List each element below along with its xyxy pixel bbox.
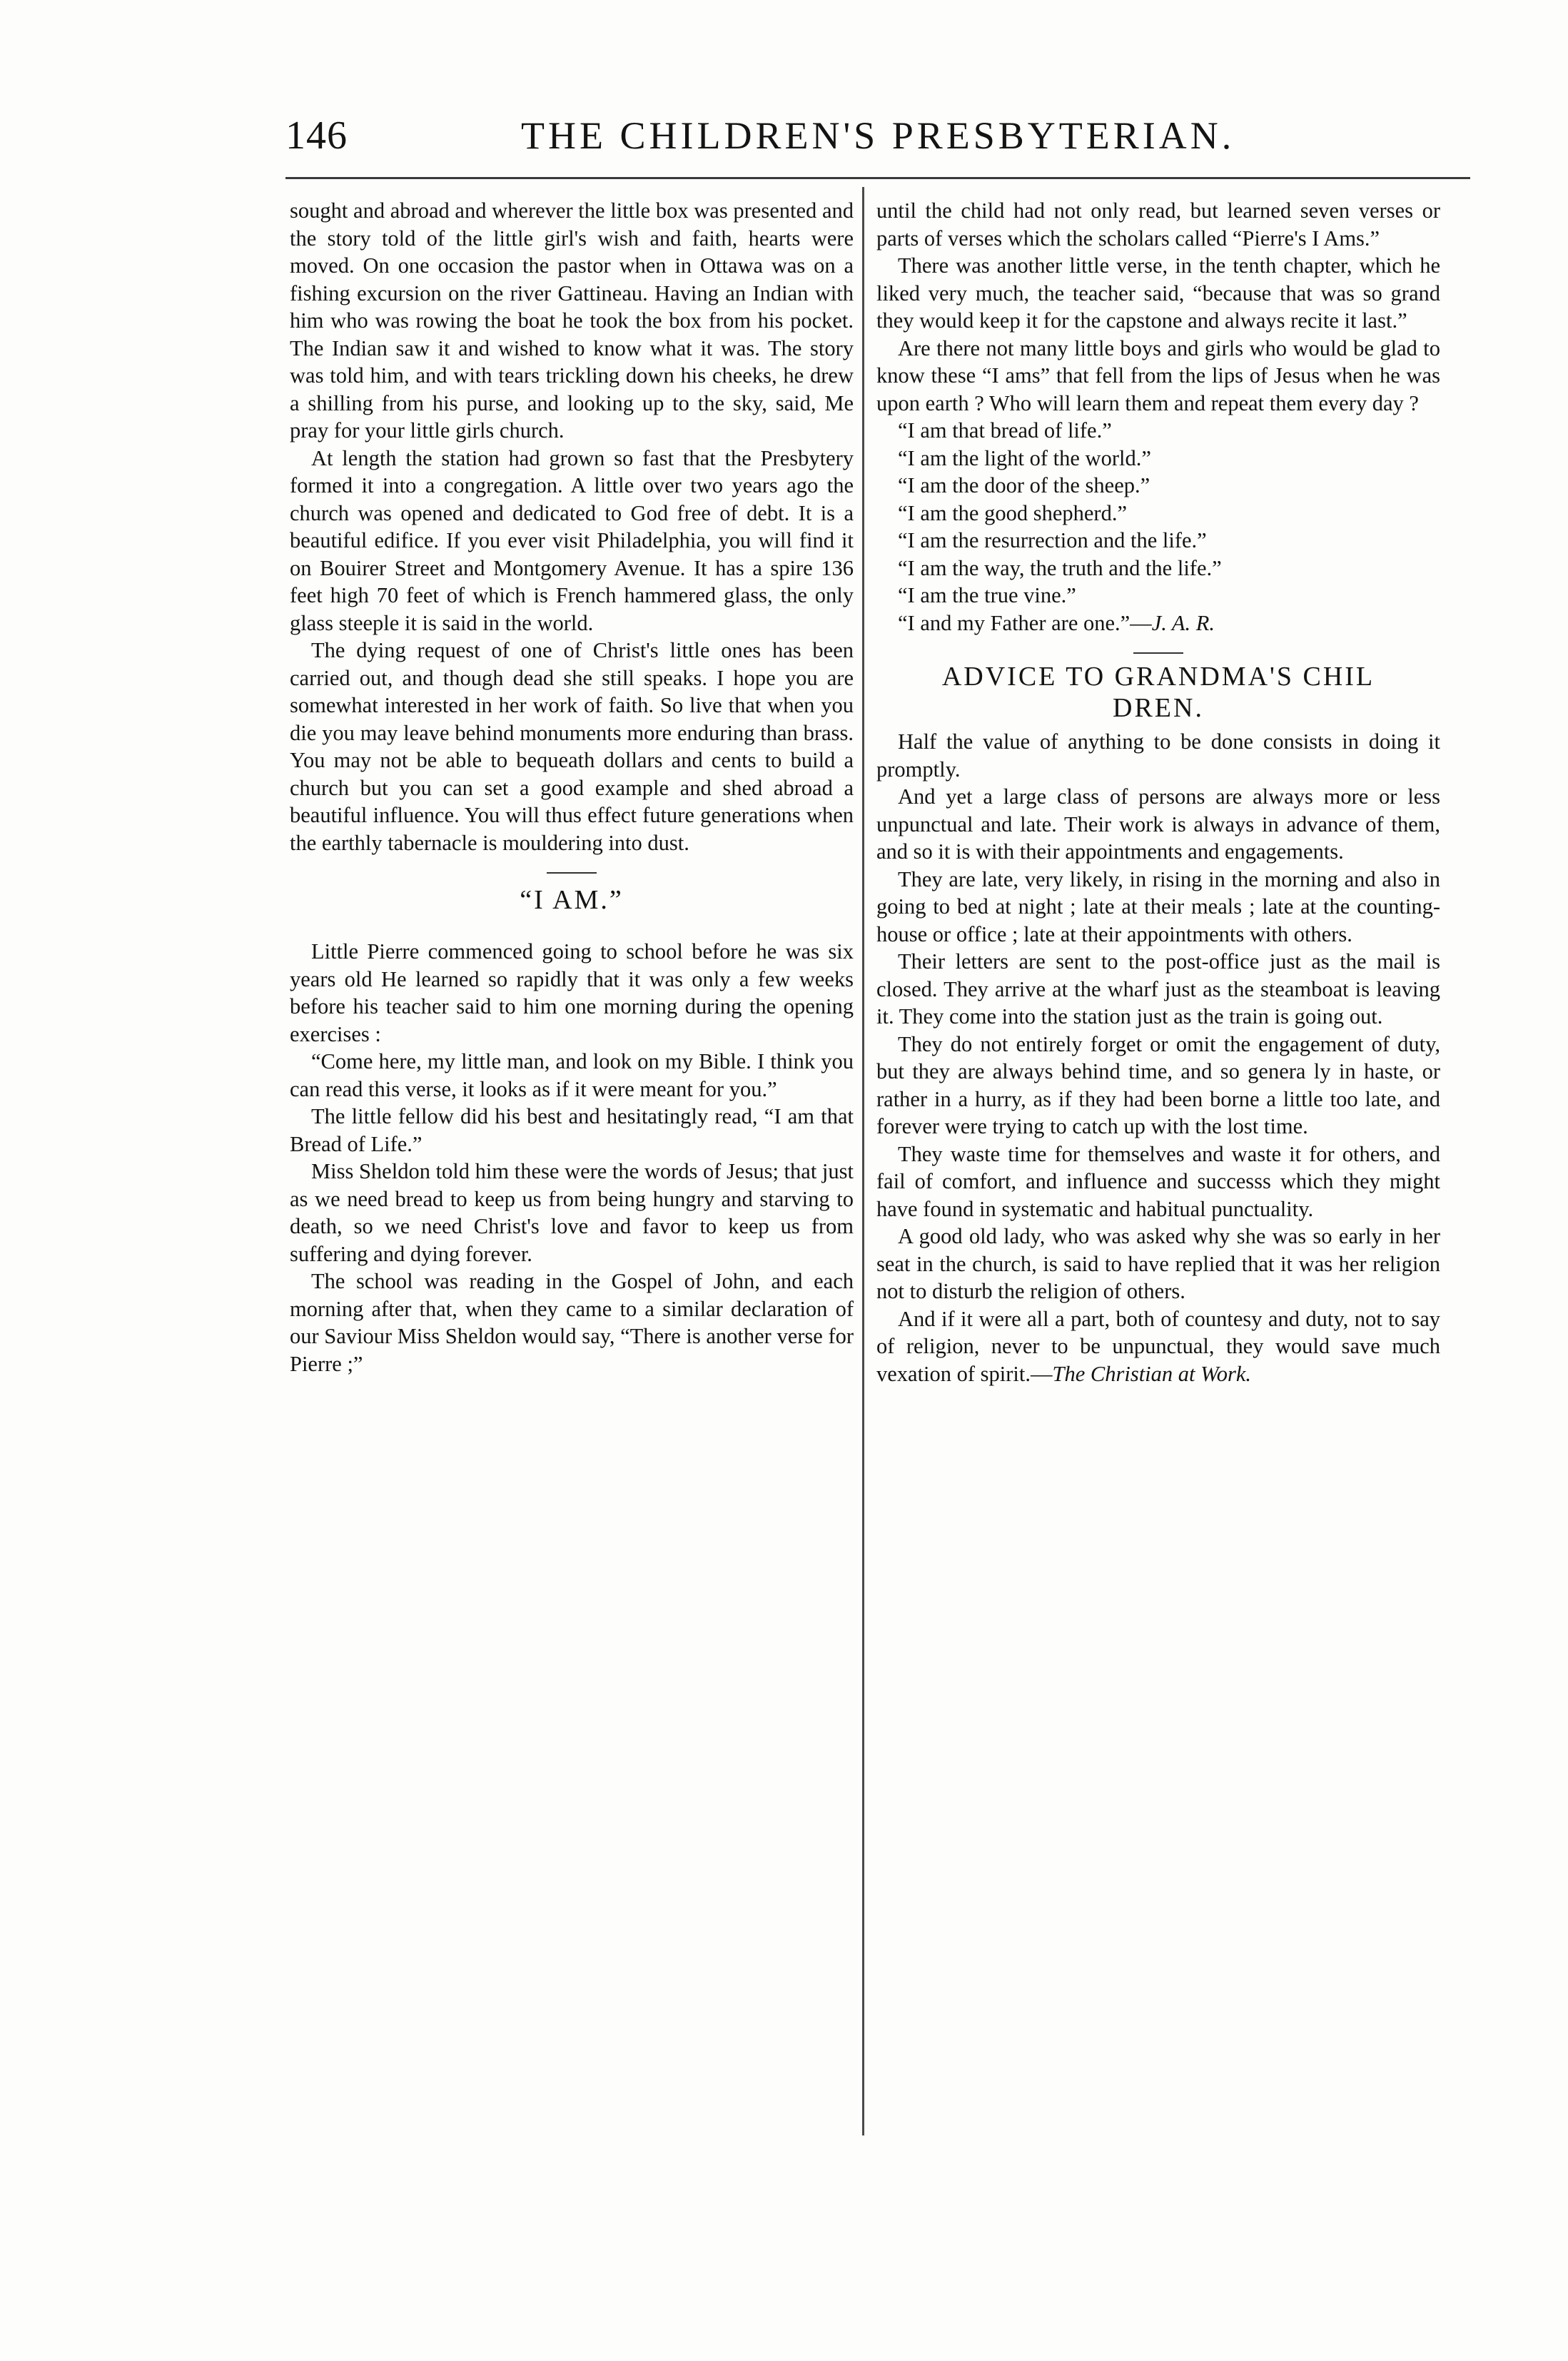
- left-column: [290, 197, 854, 1377]
- section-title-line: ADVICE TO GRANDMA'S CHIL: [941, 662, 1375, 692]
- section-title-i-am: “I AM.”: [520, 885, 624, 915]
- paragraph: The little fellow did his best and hesitatingly read, “I am that Bread of Life.”: [290, 1104, 854, 1156]
- paragraph: until the child had not only read, but learned seven verses or parts of verses which the scholars called “Pierre's I Ams.”: [876, 198, 1440, 251]
- source-citation: The Christian at Work.: [1052, 1361, 1252, 1386]
- page-number: 146: [285, 113, 348, 158]
- paragraph: There was another little verse, in the tenth chapter, which he liked very much, the teacher said, “because that was so grand they would keep it for the capstone and always recite it last.”: [876, 253, 1440, 333]
- paragraph: A good old lady, who was asked why she was so early in her seat in the church, is said to have replied that it was her religion not to disturb the religion of others.: [876, 1224, 1440, 1303]
- paragraph: Little Pierre commenced going to school before he was six years old He learned so rapidly that it was only a few weeks before his teacher said to him one morning during the opening exercises :: [290, 939, 854, 1046]
- page-header: [285, 107, 1470, 171]
- running-title: THE CHILDREN'S PRESBYTERIAN.: [521, 114, 1235, 157]
- verse-text: “I and my Father are one.”—: [898, 610, 1152, 635]
- paragraph: The dying request of one of Christ's little ones has been carried out, and though dead she still speaks. I hope you are somewhat interested in her work of faith. So live that when you die you may leave behind monuments more enduring than brass. You may not be able to bequeath dollars and cents to build a church but you can set a good example and shed abroad a beautiful influence. You will thus effect future generations when the earthly tabernacle is mouldering into dust.: [290, 638, 854, 855]
- section-divider: [1133, 652, 1183, 654]
- verse-line: “I am the light of the world.”: [898, 445, 1151, 470]
- paragraph-text: And if it were all a part, both of countesy and duty, not to say of religion, never to be unpunctual, they would save much vexation of spirit.—: [876, 1306, 1440, 1386]
- paragraph: They do not entirely forget or omit the engagement of duty, but they are always behind time, and so genera ly in haste, or rather in a hurry, as if they had been borne a little too late, and forever were trying to catch up with the lost time.: [876, 1031, 1440, 1138]
- paragraph: The school was reading in the Gospel of John, and each morning after that, when they came to a similar declaration of our Saviour Miss Sheldon would say, “There is another verse for Pierre ;”: [290, 1269, 854, 1376]
- verse-line: “I am that bread of life.”: [898, 418, 1112, 443]
- verse-line: “I am the resurrection and the life.”: [898, 528, 1207, 552]
- verse-line: “I am the good shepherd.”: [898, 500, 1127, 525]
- paragraph: Miss Sheldon told him these were the words of Jesus; that just as we need bread to keep us from being hungry and starving to death, so we need Christ's love and favor to keep us from suffering and dying forever.: [290, 1159, 854, 1266]
- verse-line: “I am the true vine.”: [898, 583, 1076, 607]
- paragraph: Their letters are sent to the post-office just as the mail is closed. They arrive at the wharf just as the steamboat is leaving it. They come into the station just as the train is going out.: [876, 949, 1440, 1028]
- section-title-advice: [876, 661, 1440, 724]
- paragraph: sought and abroad and wherever the little box was presented and the story told of the little girl's wish and faith, hearts were moved. On one occasion the pastor when in Ottawa was on a fishing excursion on the river Gattineau. Having an Indian with him who was rowing the boat he took the box from his pocket. The Indian saw it and wished to know what it was. The story was told him, and with tears trickling down his cheeks, he drew a shilling from his purse, and looking up to the sky, said, Me pray for your little girls church.: [290, 198, 854, 443]
- verse-line: “I am the way, the truth and the life.”: [898, 555, 1222, 580]
- paragraph: Half the value of anything to be done consists in doing it promptly.: [876, 729, 1440, 782]
- section-title-line: DREN.: [1113, 693, 1204, 723]
- paragraph-last: [876, 1305, 1440, 1388]
- column-divider: [862, 187, 864, 2135]
- paragraph: “Come here, my little man, and look on my Bible. I think you can read this verse, it looks as if it were meant for you.”: [290, 1049, 854, 1101]
- header-rule: [285, 177, 1470, 179]
- verse-line: “I am the door of the sheep.”: [898, 473, 1150, 497]
- right-column: [876, 197, 1440, 1387]
- paragraph: They waste time for themselves and waste it for others, and fail of comfort, and influence and successs which they might have found in systematic and habitual punctuality.: [876, 1141, 1440, 1221]
- verse-line-last: [876, 610, 1440, 637]
- paragraph: They are late, very likely, in rising in the morning and also in going to bed at night ; late at their meals ; late at the counting-house or office ; late at their appointments with others.: [876, 866, 1440, 946]
- author-signature: J. A. R.: [1151, 610, 1215, 635]
- section-divider: [547, 872, 597, 874]
- paragraph: At length the station had grown so fast that the Presbytery formed it into a congregation. A little over two years ago the church was opened and dedicated to God free of debt. It is a beautiful edifice. If you ever visit Philadelphia, you will find it on Bouirer Street and Montgomery Avenue. It has a spire 136 feet high 70 feet of which is French hammered glass, the only glass steeple it is said in the world.: [290, 445, 854, 635]
- paragraph: And yet a large class of persons are always more or less unpunctual and late. Their work is always in advance of them, and so it is with their appointments and engagements.: [876, 784, 1440, 864]
- paragraph: Are there not many little boys and girls who would be glad to know these “I ams” that fell from the lips of Jesus when he was upon earth ? Who will learn them and repeat them every day ?: [876, 335, 1440, 415]
